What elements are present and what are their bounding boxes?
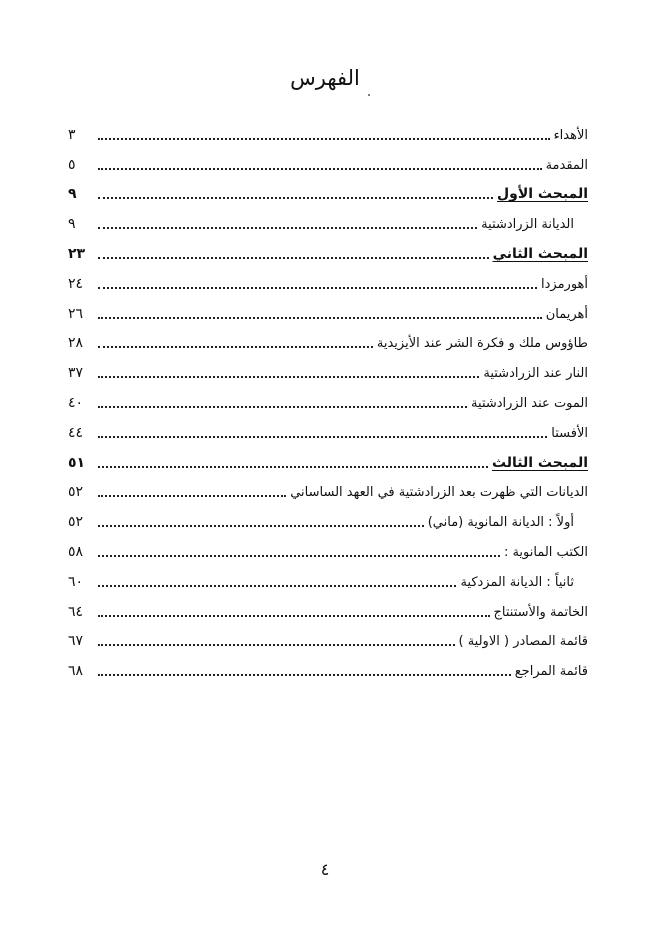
toc-entry-page: ٦٨ (68, 663, 84, 680)
toc-entry (68, 565, 588, 595)
dot-leader (98, 525, 424, 527)
toc-entry (68, 386, 588, 416)
toc-entry-page: ٥٢ (68, 484, 84, 501)
dot-leader (98, 555, 500, 557)
toc-entry-label: طاؤوس ملك و فكرة الشر عند الأيزيدية (376, 336, 588, 352)
toc-entry-label: المبحث الثالث (491, 454, 588, 471)
toc-entry (68, 297, 588, 327)
toc-entry-label: النار عند الزرادشتية (483, 366, 588, 382)
toc-entry-label: الأفستا (551, 425, 588, 441)
toc-entry-label: ثانياً : الديانة المزدكية (460, 574, 574, 590)
toc-entry-page: ٢٨ (68, 335, 84, 352)
toc-entry (68, 356, 588, 386)
toc-entry-label: المقدمة (545, 157, 588, 173)
toc-entry-label: الأهداء (553, 127, 588, 143)
toc-entry-page: ٢٤ (68, 275, 84, 292)
toc-entry-page: ٦٠ (68, 573, 84, 590)
toc-entry (68, 237, 588, 267)
scan-speck (368, 94, 370, 96)
toc-entry (68, 476, 588, 506)
dot-leader (98, 138, 550, 140)
toc-entry-page: ٤٠ (68, 394, 84, 411)
toc-entry (68, 118, 588, 148)
dot-leader (98, 317, 542, 319)
toc-entry-label: الخاتمة والأستنتاج (493, 604, 588, 620)
toc-entry (68, 148, 588, 178)
toc-entry-page: ٩ (68, 216, 76, 233)
toc-entry (68, 267, 588, 297)
toc-entry-page: ٥١ (68, 454, 86, 471)
toc-entry-page: ٩ (68, 186, 77, 203)
toc-entry-label: الديانة الزرادشتية (481, 217, 574, 233)
toc-entry-label: أهريمان (545, 306, 588, 322)
dot-leader (98, 257, 489, 259)
toc-entry-page: ٢٣ (68, 245, 86, 262)
page-title: الفهرس (290, 66, 360, 90)
dot-leader (98, 287, 537, 289)
toc-entry-page: ٦٧ (68, 633, 84, 650)
dot-leader (98, 406, 467, 408)
toc-entry (68, 327, 588, 357)
toc-entry-label: قائمة المصادر ( الاولية ) (458, 634, 588, 650)
dot-leader (98, 227, 477, 229)
toc-entry-page: ٤٤ (68, 424, 84, 441)
dot-leader (98, 585, 456, 587)
toc-entry (68, 625, 588, 655)
toc-entry-page: ٥٨ (68, 543, 84, 560)
toc-entry-page: ٣٧ (68, 365, 84, 382)
toc-entry-page: ٢٦ (68, 305, 84, 322)
toc-entry-label: أولاً : الديانة المانوية (ماني) (427, 515, 574, 531)
toc-entry (68, 654, 588, 684)
toc-entry-page: ٦٤ (68, 603, 84, 620)
dot-leader (98, 466, 488, 468)
dot-leader (98, 436, 547, 438)
toc-entry-label: قائمة المراجع (514, 664, 588, 680)
dot-leader (98, 376, 479, 378)
toc-entry (68, 207, 588, 237)
toc-entry-page: ٣ (68, 126, 76, 143)
toc-entry-page: ٥ (68, 156, 76, 173)
dot-leader (98, 674, 511, 676)
dot-leader (98, 168, 542, 170)
toc-entry-label: الكتب المانوية : (503, 544, 588, 560)
toc-entry-label: الديانات التي ظهرت بعد الزرادشتية في العهد الساساني (290, 485, 588, 501)
toc-entry-label: المبحث الثاني (492, 245, 588, 262)
dot-leader (98, 615, 490, 617)
dot-leader (98, 346, 373, 348)
toc-entry-label: الموت عند الزرادشتية (471, 395, 588, 411)
dot-leader (98, 495, 286, 497)
toc-entry (68, 595, 588, 625)
toc-entry (68, 505, 588, 535)
toc-entry-label: المبحث الأول (496, 186, 588, 203)
table-of-contents (68, 118, 588, 684)
toc-entry (68, 446, 588, 476)
toc-entry (68, 416, 588, 446)
dot-leader (98, 197, 493, 199)
toc-entry (68, 535, 588, 565)
dot-leader (98, 644, 455, 646)
page-number: ٤ (320, 860, 330, 879)
toc-entry-label: أهورمزدا (541, 276, 588, 292)
toc-entry (68, 178, 588, 208)
toc-entry-page: ٥٢ (68, 514, 84, 531)
